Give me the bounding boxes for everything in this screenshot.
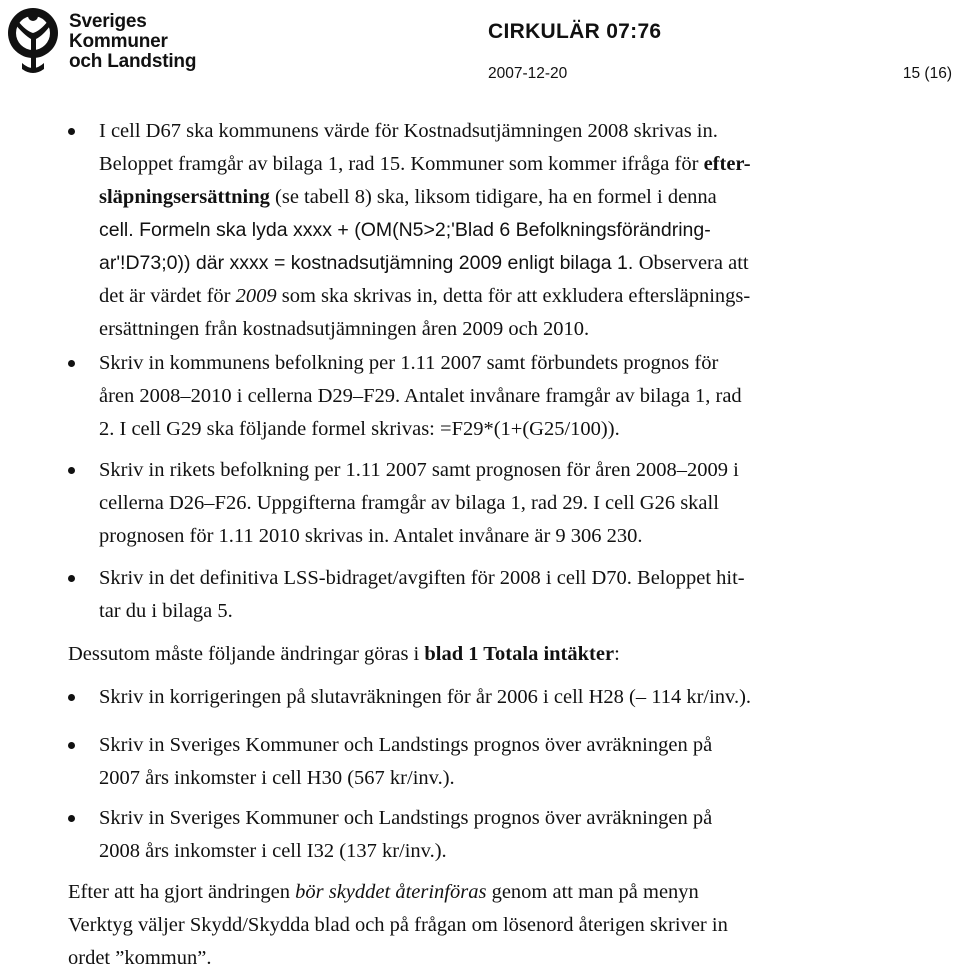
list-item-text bbox=[99, 347, 929, 446]
text-line: Skriv in Sveriges Kommuner och Landstings prognos över avräkningen på bbox=[99, 807, 713, 829]
list-item-text bbox=[99, 802, 929, 868]
outro-paragraph bbox=[68, 876, 948, 975]
text-line: Skriv in korrigeringen på slutavräkningen för år 2006 i cell H28 (– 114 kr/inv.). bbox=[99, 686, 752, 708]
text-line: Verktyg väljer Skydd/Skydda blad och på frågan om lösenord återigen skriver in bbox=[68, 914, 728, 936]
text-run: ersättningen från kostnadsutjämningen åren 2009 och 2010. bbox=[99, 318, 590, 340]
text-line bbox=[99, 148, 929, 181]
bullet-icon bbox=[68, 467, 75, 474]
text-run: Dessutom måste följande ändringar göras i bbox=[68, 643, 425, 665]
italic-year: 2009 bbox=[235, 285, 277, 307]
bullet-icon bbox=[68, 575, 75, 582]
text-line bbox=[99, 313, 929, 346]
text-line: Skriv in kommunens befolkning per 1.11 2007 samt förbundets prognos för bbox=[99, 352, 719, 374]
formula-text: cell. Formeln ska lyda xxxx + (OM(N5>2;'Blad 6 Befolkningsförändring- bbox=[99, 219, 711, 241]
list-item-text bbox=[99, 681, 929, 714]
page-number: 15 (16) bbox=[902, 65, 952, 82]
intro-paragraph bbox=[68, 638, 620, 671]
text-run: som ska skrivas in, detta för att exkludera eftersläpnings- bbox=[276, 285, 751, 307]
text-line bbox=[99, 115, 929, 148]
bold-term: släpningsersättning bbox=[99, 186, 270, 208]
text-line bbox=[99, 247, 929, 280]
text-line: Skriv in Sveriges Kommuner och Landstings prognos över avräkningen på bbox=[99, 734, 713, 756]
text-line: 2. I cell G29 ska följande formel skrivas: =F29*(1+(G25/100)). bbox=[99, 418, 620, 440]
organization-logo bbox=[2, 3, 197, 75]
text-line: Skriv in rikets befolkning per 1.11 2007 samt prognosen för åren 2008–2009 i bbox=[99, 459, 739, 481]
person-arms-raised-logo-icon bbox=[2, 3, 64, 75]
italic-phrase: bör skyddet återinföras bbox=[295, 881, 487, 903]
text-line: åren 2008–2010 i cellerna D29–F29. Antalet invånare framgår av bilaga 1, rad bbox=[99, 385, 742, 407]
bullet-icon bbox=[68, 360, 75, 367]
text-run: genom att man på menyn bbox=[486, 881, 699, 903]
text-run: Efter att ha gjort ändringen bbox=[68, 881, 296, 903]
bullet-icon bbox=[68, 694, 75, 701]
text-line: prognosen för 1.11 2010 skrivas in. Antalet invånare är 9 306 230. bbox=[99, 525, 643, 547]
text-run: : bbox=[614, 643, 620, 665]
bold-term: efter- bbox=[703, 153, 751, 175]
logo-line-2: Kommuner bbox=[69, 31, 168, 52]
logo-line-1: Sveriges bbox=[69, 11, 147, 32]
list-item-text bbox=[99, 115, 929, 346]
formula-text: ar'!D73;0)) där xxxx = kostnadsutjämning 2009 enligt bilaga 1. bbox=[99, 252, 639, 274]
text-line: 2008 års inkomster i cell I32 (137 kr/inv.). bbox=[99, 840, 447, 862]
document-date: 2007-12-20 bbox=[488, 65, 568, 82]
bold-term: blad 1 Totala intäkter bbox=[424, 643, 615, 665]
text-run: (se tabell 8) ska, liksom tidigare, ha en formel i denna bbox=[269, 186, 717, 208]
text-line: ordet ”kommun”. bbox=[68, 947, 212, 969]
text-line: cellerna D26–F26. Uppgifterna framgår av bilaga 1, rad 29. I cell G26 skall bbox=[99, 492, 719, 514]
text-line: tar du i bilaga 5. bbox=[99, 600, 233, 622]
text-run: det är värdet för bbox=[99, 285, 236, 307]
text-run: Observera att bbox=[638, 252, 749, 274]
text-line bbox=[68, 876, 948, 909]
text-run: Beloppet framgår av bilaga 1, rad 15. Kommuner som kommer ifråga för bbox=[99, 153, 704, 175]
text-line: Skriv in det definitiva LSS-bidraget/avgiften för 2008 i cell D70. Beloppet hit- bbox=[99, 567, 745, 589]
text-run: I cell D67 ska kommunens värde för Kostnadsutjämningen 2008 skrivas in. bbox=[99, 120, 718, 142]
list-item-text bbox=[99, 454, 929, 553]
document-title: CIRKULÄR 07:76 bbox=[488, 20, 662, 43]
text-line bbox=[99, 181, 929, 214]
bullet-icon bbox=[68, 815, 75, 822]
bullet-icon bbox=[68, 128, 75, 135]
list-item-text bbox=[99, 562, 929, 628]
logo-line-3: och Landsting bbox=[69, 51, 197, 72]
text-line: 2007 års inkomster i cell H30 (567 kr/inv.). bbox=[99, 767, 455, 789]
bullet-icon bbox=[68, 742, 75, 749]
text-line bbox=[99, 280, 929, 313]
text-line bbox=[99, 214, 929, 247]
list-item-text bbox=[99, 729, 929, 795]
